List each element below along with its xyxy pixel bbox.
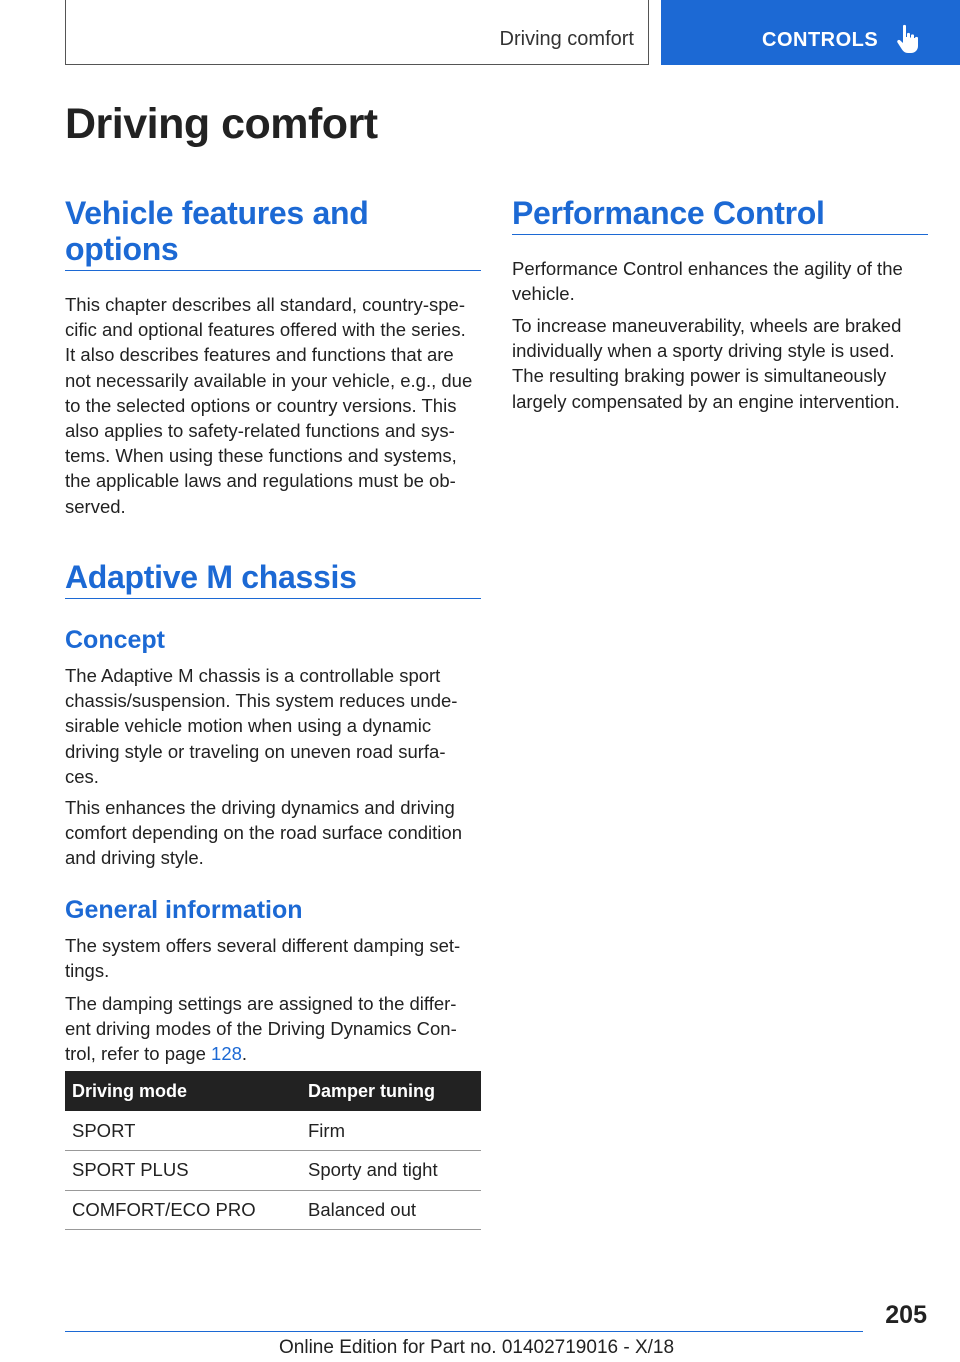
table-cell: SPORT [65,1111,301,1151]
table-row [65,1151,481,1191]
table-header-row [65,1071,481,1111]
concept-paragraph-1 [65,663,481,789]
general-paragraph-2: The damping settings are assigned to the differ- ent driving modes of the Driving Dynamics Con- trol, refer to page 128. [65,991,481,1067]
section-rule [65,270,481,271]
text-line: tings. [65,960,110,982]
text-line: This chapter describes all standard, country-spe- [65,294,465,315]
text-line: individually when a sporty driving style is used. [512,340,895,362]
footer-rule [65,1331,863,1332]
performance-paragraph-2 [512,313,928,414]
performance-control-heading: Performance Control [512,195,825,231]
text-line: To increase maneuverability, wheels are braked [512,315,902,336]
header-chapter-label: CONTROLS [762,29,879,51]
table-cell: Balanced out [301,1190,481,1230]
header-section-box [65,0,649,65]
header-chapter-tab[interactable] [661,0,960,65]
text-line: The Adaptive M chassis is a controllable sport [65,665,441,686]
table-cell: COMFORT/ECO PRO [65,1190,301,1230]
performance-paragraph-1 [512,256,928,306]
concept-paragraph-2 [65,795,481,871]
text-line: the applicable laws and regulations must be ob- [65,470,456,492]
text-line: also applies to safety-related functions and sys- [65,420,455,442]
footer-edition: Online Edition for Part no. 01402719016 - X/18 [279,1337,675,1358]
text-line: and driving style. [65,847,204,869]
damper-tuning-table [65,1071,481,1230]
text-line: vehicle. [512,283,575,305]
general-info-heading: General information [65,896,303,924]
column-header-driving-mode: Driving mode [65,1071,301,1111]
text-line: served. [65,495,126,517]
concept-heading: Concept [65,626,165,654]
header-section-title: Driving comfort [499,28,634,50]
table-row [65,1190,481,1230]
page-number: 205 [885,1301,927,1329]
text-line: comfort depending on the road surface condition [65,822,462,844]
text-line: Performance Control enhances the agility of the [512,258,903,279]
text-line: ent driving modes of the Driving Dynamics Con- [65,1018,457,1040]
adaptive-chassis-heading: Adaptive M chassis [65,559,357,595]
text-line: not necessarily available in your vehicle, e.g., due [65,369,473,391]
column-header-damper-tuning: Damper tuning [301,1071,481,1111]
general-paragraph-1 [65,933,481,983]
text-line: to the selected options or country versions. This [65,394,457,416]
text-line: The damping settings are assigned to the differ- [65,993,457,1014]
text-line: ces. [65,765,99,787]
section-rule [65,598,481,599]
text-line: It also describes features and functions that are [65,344,454,366]
vehicle-features-heading: Vehicle features and options [65,195,369,267]
text-line: sirable vehicle motion when using a dynamic [65,715,432,737]
text-line: tems. When using these functions and systems, [65,445,457,467]
page-title: Driving comfort [65,100,378,148]
table-cell: Firm [301,1111,481,1151]
table-row [65,1111,481,1151]
text-line: The system offers several different damping set- [65,935,461,956]
text-line: largely compensated by an engine intervention. [512,390,900,412]
table-cell: Sporty and tight [301,1151,481,1191]
pointing-hand-icon [896,24,920,54]
page-link-128[interactable]: 128 [211,1043,242,1065]
text-line: driving style or traveling on uneven road surfa- [65,740,446,762]
text-line: The resulting braking power is simultaneously [512,365,887,387]
vehicle-features-text [65,292,481,519]
text-line: chassis/suspension. This system reduces unde- [65,690,458,712]
text-line: This enhances the driving dynamics and driving [65,797,455,818]
table-cell: SPORT PLUS [65,1151,301,1191]
text-line: cific and optional features offered with the series. [65,319,466,341]
section-rule [512,234,928,235]
